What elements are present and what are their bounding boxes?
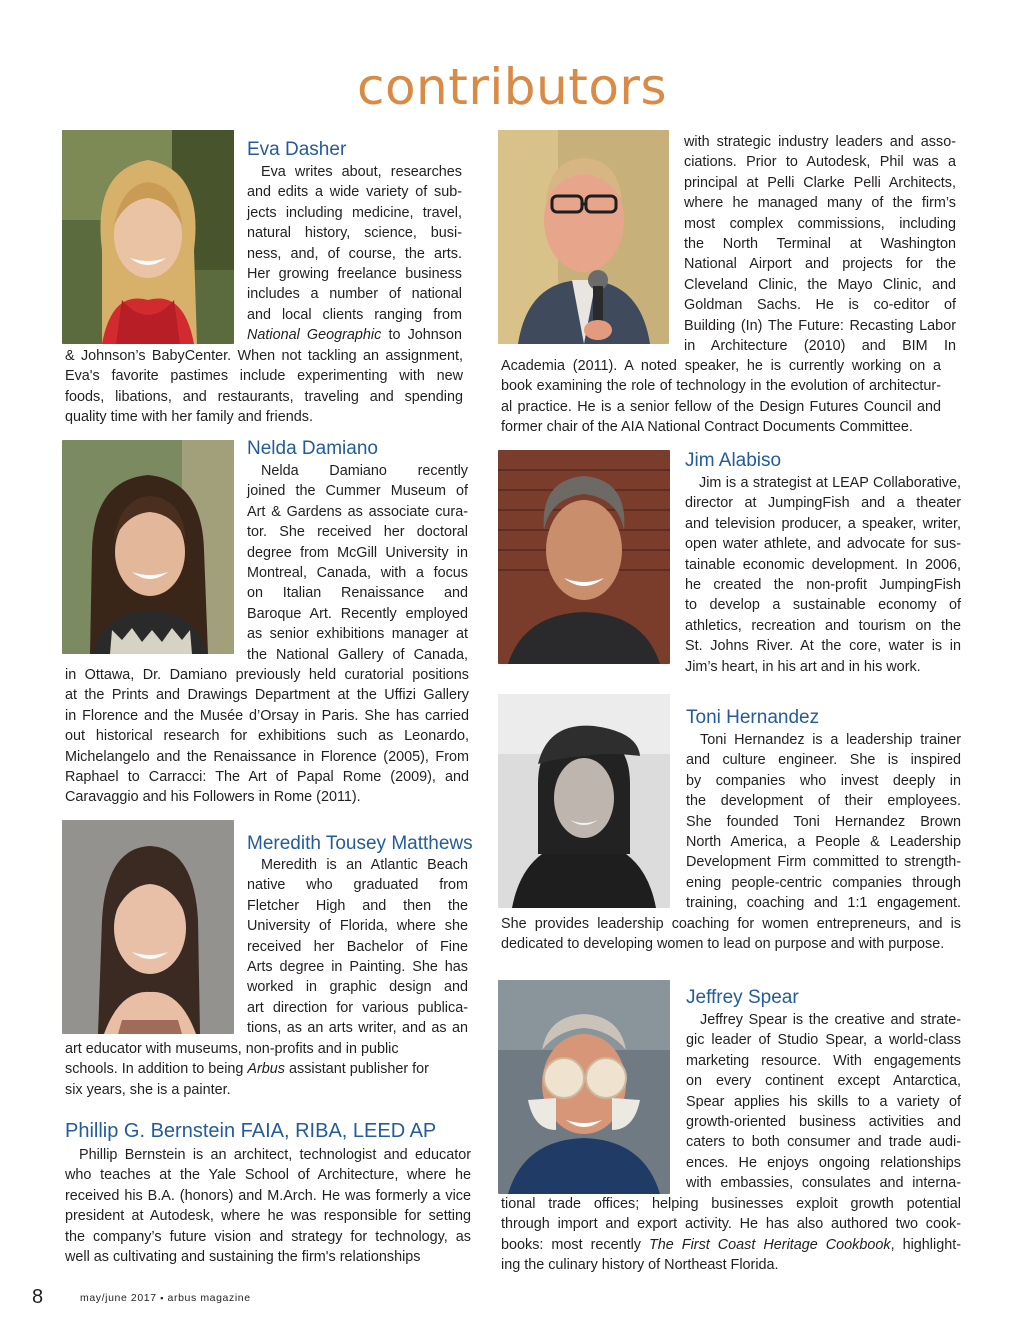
bio-line: Jim is a strategist at LEAP Collaborative, (699, 475, 961, 491)
bio-line: in Ottawa, Dr. Damiano previously held curatorial positions (65, 667, 469, 683)
phillip-bernstein-name: Phillip G. Bernstein FAIA, RIBA, LEED AP (65, 1120, 437, 1142)
bio-line: ences. He enjoys ongoing relationships (686, 1154, 961, 1171)
bio-line: tions, as an arts writer, and as an (247, 1020, 468, 1037)
jim-alabiso-bio (685, 473, 961, 677)
bio-line: ciations. Prior to Autodesk, Phil was a (684, 154, 956, 171)
bio-line: Meredith is an Atlantic Beach (261, 857, 468, 873)
toni-hernandez-bio-wide (501, 914, 961, 955)
eva-dasher-bio (247, 162, 462, 346)
bio-line: foods, libations, and restaurants, traveling and spending (65, 388, 463, 405)
publication-title: National Geographic (247, 327, 382, 344)
bio-line: received her Bachelor of Fine (247, 938, 468, 955)
bio-line: the National Gallery of Canada, (247, 646, 468, 663)
bio-line: tainable economic development. In 2006, (685, 556, 961, 573)
bio-line: out historical research for exhibitions such as Leonardo, (65, 728, 469, 745)
bio-line: and culture engineer. She is inspired (686, 752, 961, 769)
jeffrey-spear-bio-wide (501, 1194, 961, 1276)
bio-line: ing the culinary history of Northeast Florida. (501, 1257, 779, 1274)
bio-line-start: books: most recently (501, 1236, 649, 1253)
bio-line-with-italic (247, 325, 462, 345)
eva-dasher-photo (62, 130, 234, 344)
bio-line-rest: to Johnson (381, 327, 462, 344)
meredith-tousey-matthews-photo (62, 820, 234, 1034)
bio-line: degree from McGill University in (247, 544, 468, 561)
bio-line: Development Firm committed to strength- (686, 854, 961, 871)
phillip-bernstein-bio-cont (684, 132, 956, 356)
footer-issue-line (80, 1292, 251, 1304)
bio-line: Baroque Art. Recently employed (247, 605, 468, 622)
bio-line: Jim’s heart, in his art and in his work. (685, 658, 921, 675)
nelda-damiano-bio-wide (65, 665, 469, 808)
bio-line: in Florence and the Musée d’Orsay in Paris. She has carried (65, 707, 469, 724)
footer-bullet: ▪ (160, 1293, 165, 1303)
bio-line: with embassies, consulates and interna- (686, 1175, 961, 1192)
bio-line: athletics, recreation and tourism on the (685, 617, 961, 634)
bio-line: on every continent except Antarctica, (686, 1073, 961, 1090)
bio-line: to develop a sustainable economy of (685, 597, 961, 614)
bio-line: received his B.A. (honors) and M.Arch. He was formerly a vice (65, 1187, 471, 1204)
bio-line: ness, and, of course, the arts. (247, 245, 462, 262)
bio-line: includes a number of national (247, 286, 462, 303)
bio-line: and television producer, a speaker, writer, (685, 515, 961, 532)
bio-line: art direction for various publica- (247, 999, 468, 1016)
phillip-bernstein-bio-wide (501, 356, 941, 438)
bio-line: She founded Toni Hernandez Brown (686, 813, 961, 830)
bio-line: Eva's favorite pastimes include experimenting with new (65, 368, 463, 385)
bio-line: Caravaggio and his Followers in Rome (2011). (65, 789, 361, 806)
bio-line: native who graduated from (247, 877, 468, 894)
eva-dasher-name: Eva Dasher (247, 139, 347, 160)
jim-alabiso-name: Jim Alabiso (685, 450, 782, 471)
bio-line: as senior exhibitions manager at (247, 626, 468, 643)
bio-line: gic leader of Studio Spear, a world-class (686, 1032, 961, 1049)
bio-line: director at JumpingFish and a theater (685, 495, 961, 512)
bio-line: caters to both consumer and trade audi- (686, 1134, 961, 1151)
bio-line: six years, she is a painter. (65, 1081, 231, 1098)
bio-line: Cleveland Clinic, the Mayo Clinic, and (684, 276, 956, 293)
bio-line: Arts degree in Painting. She has (247, 959, 468, 976)
bio-line-rest: , highlight- (890, 1236, 961, 1253)
bio-line: most complex commissions, including (684, 215, 956, 232)
bio-line: Phillip Bernstein is an architect, technologist and educator (79, 1147, 471, 1163)
jim-alabiso-photo (498, 450, 670, 664)
bio-line: worked in graphic design and (247, 979, 468, 996)
phillip-bernstein-photo (498, 130, 669, 344)
page-title: contributors (356, 58, 668, 116)
footer-issue: may/june 2017 (80, 1292, 157, 1304)
bio-line: and local clients ranging from (247, 306, 462, 323)
bio-line-with-italic (65, 1059, 469, 1079)
bio-line: tor. She received her doctoral (247, 524, 468, 541)
bio-line: Toni Hernandez is a leadership trainer (700, 732, 961, 748)
footer-magazine: arbus magazine (167, 1292, 251, 1304)
bio-line: joined the Cummer Museum of (247, 483, 468, 500)
bio-line-start: schools. In addition to being (65, 1061, 248, 1078)
bio-line: Nelda Damiano recently (261, 463, 468, 479)
bio-line: principal at Pelli Clarke Pelli Architects, (684, 174, 956, 191)
bio-line: former chair of the AIA National Contract Documents Committee. (501, 419, 913, 436)
bio-line-rest: assistant publisher for (285, 1061, 429, 1078)
bio-line: Art & Gardens as associate cura- (247, 503, 468, 520)
toni-hernandez-bio (686, 730, 961, 914)
jeffrey-spear-name: Jeffrey Spear (686, 987, 799, 1008)
bio-line: book examining the role of technology in the evolution of architectur- (501, 378, 941, 395)
bio-line: North America, a People & Leadership (686, 834, 961, 851)
bio-line: St. Johns River. At the core, water is in (685, 638, 961, 655)
bio-line: with strategic industry leaders and asso- (684, 134, 956, 150)
bio-line: She provides leadership coaching for women entrepreneurs, and is (501, 916, 961, 932)
bio-line: who teaches at the Yale School of Architecture, where he (65, 1167, 471, 1184)
bio-line: the company’s future vision and strategy for technology, as (65, 1228, 471, 1245)
bio-line: by companies who invest deeply in (686, 772, 961, 789)
bio-line: and edits a wide variety of sub- (247, 184, 462, 201)
page-number: 8 (32, 1286, 44, 1308)
jeffrey-spear-bio (686, 1010, 961, 1194)
bio-line: natural history, science, busi- (247, 225, 462, 242)
bio-line: where he managed many of the firm’s (684, 195, 956, 212)
nelda-damiano-bio (247, 461, 468, 665)
bio-line: art educator with museums, non-profits and in public (65, 1041, 399, 1057)
bio-line: University of Florida, where she (247, 918, 468, 935)
bio-line: quality time with her family and friends. (65, 409, 313, 426)
bio-line: Academia (2011). A noted speaker, he is currently working on a (501, 358, 941, 374)
meredith-tousey-matthews-bio-wide (65, 1039, 469, 1100)
bio-line: in Architecture (2010) and BIM In (684, 338, 956, 355)
bio-line: he created the non-profit JumpingFish (685, 577, 961, 594)
bio-line: marketing resource. With engagements (686, 1052, 961, 1069)
jeffrey-spear-photo (498, 980, 670, 1194)
bio-line: Spear applies his skills to a variety of (686, 1093, 961, 1110)
bio-line: Goldman Sachs. He is co-editor of (684, 297, 956, 314)
bio-line: on Italian Renaissance and (247, 585, 468, 602)
toni-hernandez-name: Toni Hernandez (686, 707, 820, 728)
bio-line: at the Prints and Drawings Department at the Uffizi Gallery (65, 687, 469, 704)
bio-line: through import and export activity. He has also authored two cook- (501, 1216, 961, 1233)
bio-line: Raphael to Carracci: The Art of Papal Rome (2009), and (65, 769, 469, 786)
bio-line: Eva writes about, researches (261, 164, 462, 180)
nelda-damiano-photo (62, 440, 234, 654)
bio-line: growth-oriented business activities and (686, 1114, 961, 1131)
bio-line: tional trade offices; helping businesses exploit growth potential (501, 1196, 961, 1212)
meredith-tousey-matthews-bio (247, 855, 468, 1039)
eva-dasher-bio-wide (65, 346, 463, 428)
bio-line: the development of their employees. (686, 793, 961, 810)
bio-line: National Airport and projects for the (684, 256, 956, 273)
bio-line: Fletcher High and then the (247, 897, 468, 914)
bio-line-with-italic (501, 1235, 961, 1255)
bio-line: Michelangelo and the Renaissance in Florence (2005), From (65, 748, 469, 765)
bio-line: well as cultivating and sustaining the firm's relationships (65, 1249, 421, 1266)
bio-line: jects including medicine, travel, (247, 204, 462, 221)
bio-line: dedicated to developing women to lead on purpose and with purpose. (501, 936, 945, 953)
cookbook-title: The First Coast Heritage Cookbook (649, 1236, 891, 1253)
phillip-bernstein-bio (65, 1145, 471, 1267)
bio-line: & Johnson’s BabyCenter. When not tackling an assignment, (65, 348, 463, 364)
bio-line: president at Autodesk, where he was responsible for setting (65, 1208, 471, 1225)
bio-line: Building (In) The Future: Recasting Labor (684, 317, 956, 334)
meredith-tousey-matthews-name: Meredith Tousey Matthews (247, 833, 473, 854)
bio-line: Jeffrey Spear is the creative and strate- (700, 1012, 961, 1028)
bio-line: ening people-centric companies through (686, 874, 961, 891)
magazine-name: Arbus (247, 1061, 285, 1078)
nelda-damiano-name: Nelda Damiano (247, 438, 378, 459)
bio-line: training, coaching and 1:1 engagement. (686, 895, 961, 912)
bio-line: the North Terminal at Washington (684, 236, 956, 253)
bio-line: Her growing freelance business (247, 266, 462, 283)
toni-hernandez-photo (498, 694, 670, 908)
bio-line: al practice. He is a senior fellow of the Design Futures Council and (501, 398, 941, 415)
bio-line: Montreal, Canada, with a focus (247, 565, 468, 582)
bio-line: open water athlete, and advocate for sus- (685, 536, 961, 553)
